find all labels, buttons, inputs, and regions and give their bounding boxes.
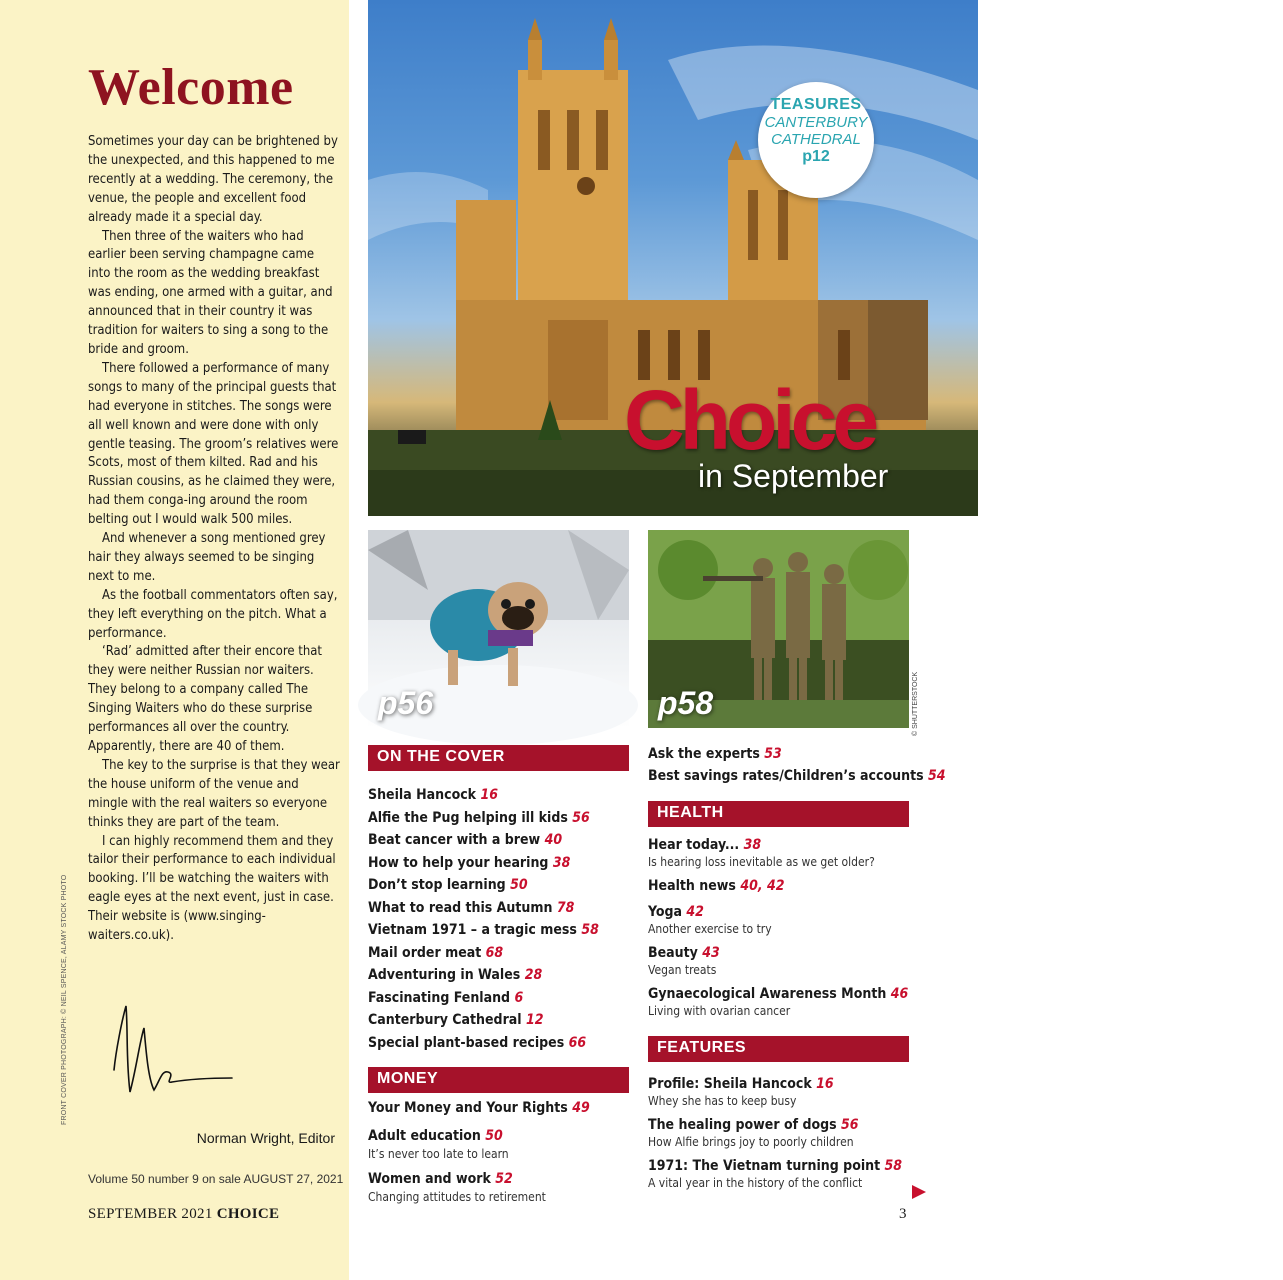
toc-page-ref: 16 <box>480 787 498 803</box>
letter-paragraph: Then three of the waiters who had earlier been serving champagne came into the room as the wedding breakfast was ending, one armed with a guitar, and announced that in their country it was tradition for waiters to sing a song to the bride and groom. <box>88 228 333 357</box>
money-list <box>368 1097 638 1211</box>
toc-item[interactable] <box>368 1097 638 1119</box>
section-money: MONEY <box>368 1067 629 1093</box>
page-number: 3 <box>899 1206 907 1222</box>
volume-info: Volume 50 number 9 on sale AUGUST 27, 2021 <box>88 1172 344 1186</box>
toc-title: Canterbury Cathedral <box>368 1012 522 1028</box>
toc-page-ref: 58 <box>884 1158 903 1174</box>
letter-paragraph: Sometimes your day can be brightened by the unexpected, and this happened to me recently at a wedding. The ceremony, the venue, the people and excellent food already made it a special day. <box>88 134 338 225</box>
footer-month: SEPTEMBER 2021 <box>88 1206 213 1222</box>
toc-item[interactable] <box>368 987 638 1010</box>
teaser-roundel[interactable] <box>758 82 874 198</box>
toc-item[interactable] <box>648 835 928 855</box>
section-features: FEATURES <box>648 1036 909 1062</box>
toc-title: Yoga <box>648 904 683 920</box>
toc-title: Sheila Hancock <box>368 787 477 803</box>
toc-item[interactable] <box>368 829 638 852</box>
toc-page-ref: 56 <box>841 1117 859 1133</box>
toc-item[interactable] <box>648 876 928 896</box>
teaser-line: CATHEDRAL <box>771 131 861 148</box>
hero-photo-credit: © I I I PBR • <box>1276 62 1283 100</box>
cover-photo-credit: FRONT COVER PHOTOGRAPH: © NEIL SPENCE, ALAMY STOCK PHOTO <box>61 874 68 1125</box>
toc-subtitle: Living with ovarian cancer <box>648 1004 791 1018</box>
choice-subtitle: in September <box>698 458 889 494</box>
toc-title: Fascinating Fenland <box>368 989 511 1006</box>
toc-item[interactable] <box>368 1125 638 1147</box>
toc-subtitle: A vital year in the history of the conflict <box>648 1176 863 1190</box>
choice-logo: Choice <box>624 373 875 467</box>
footer-brand: CHOICE <box>216 1206 280 1222</box>
toc-title: Hear today... <box>648 837 740 853</box>
toc-item[interactable] <box>648 984 928 1004</box>
toc-page-ref: 6 <box>514 989 524 1006</box>
toc-item[interactable] <box>648 902 928 922</box>
toc-title: Women and work <box>368 1171 491 1187</box>
toc-item[interactable] <box>368 1009 638 1032</box>
letter-paragraph: ‘Rad’ admitted after their encore that they were neither Russian nor waiters. They belong to a company called The Singing Waiters who do these surprise performances all over the country. Apparently, there are 40 of them. <box>88 644 323 754</box>
teaser-page: p12 <box>802 148 830 165</box>
vietnam-memorial-photo[interactable] <box>648 530 909 728</box>
pug-page-badge: p56 <box>378 685 434 721</box>
toc-title: How to help your hearing <box>368 854 549 871</box>
toc-title: Beauty <box>648 945 698 961</box>
toc-subtitle: Another exercise to try <box>648 922 772 936</box>
letter-paragraph: The key to the surprise is that they wear the house uniform of the venue and mingle with the real waiters so everyone thinks they are part of the team. <box>88 757 340 830</box>
toc-page-ref: 78 <box>556 899 575 916</box>
toc-title: The healing power of dogs <box>648 1117 837 1133</box>
toc-item[interactable] <box>368 1168 638 1190</box>
toc-subtitle: How Alfie brings joy to poorly children <box>648 1135 854 1149</box>
editor-signature <box>104 1000 234 1105</box>
toc-page-ref: 66 <box>568 1034 587 1051</box>
toc-title: Health news <box>648 878 736 894</box>
toc-item[interactable] <box>648 743 928 765</box>
toc-title: What to read this Autumn <box>368 899 553 916</box>
teaser-heading: TEASURES <box>770 96 862 113</box>
toc-page-ref: 38 <box>743 837 762 853</box>
toc-title: Mail order meat <box>368 944 482 961</box>
toc-page-ref: 53 <box>764 746 782 762</box>
toc-title: Your Money and Your Rights <box>368 1100 568 1116</box>
toc-title: Best savings rates/Children’s accounts <box>648 768 924 784</box>
toc-title: Alfie the Pug helping ill kids <box>368 809 568 826</box>
toc-title: Beat cancer with a brew <box>368 832 541 848</box>
toc-page-ref: 54 <box>928 768 946 784</box>
toc-page-ref: 43 <box>702 945 720 961</box>
next-page-arrow-icon[interactable] <box>912 1185 926 1199</box>
toc-page-ref: 52 <box>495 1171 513 1187</box>
toc-subtitle: Whey she has to keep busy <box>648 1094 797 1108</box>
toc-page-ref: 50 <box>510 877 528 893</box>
toc-title: Vietnam 1971 – a tragic mess <box>368 922 577 938</box>
toc-item[interactable] <box>368 874 638 897</box>
vietnam-page-badge: p58 <box>658 685 714 721</box>
section-health: HEALTH <box>648 801 909 827</box>
toc-item[interactable] <box>648 1156 928 1176</box>
cover-list <box>368 784 638 1054</box>
toc-subtitle: Changing attitudes to retirement <box>368 1190 546 1204</box>
toc-page-ref: 46 <box>890 986 909 1002</box>
toc-page-ref: 42 <box>686 904 704 920</box>
toc-item[interactable] <box>368 919 638 942</box>
letter-paragraph: There followed a performance of many songs to many of the principal guests that had everyone in stitches. The songs were all well known and were done with only gentle teasing. The groom’s relatives were Scots, most of them kilted. Rad and his Russian cousins, as he claimed they were, had them conga-ing around the room belting out I would walk 500 miles. <box>88 360 339 528</box>
toc-title: Ask the experts <box>648 746 760 762</box>
toc-page-ref: 56 <box>572 809 590 826</box>
editor-signoff: Norman Wright, Editor <box>196 1130 335 1146</box>
toc-page-ref: 68 <box>485 944 504 961</box>
toc-page-ref: 40, 42 <box>740 878 785 894</box>
toc-item[interactable] <box>368 807 638 830</box>
toc-item[interactable] <box>648 1115 928 1135</box>
welcome-title: Welcome <box>88 59 294 116</box>
health-list <box>648 835 928 1025</box>
toc-title: 1971: The Vietnam turning point <box>648 1158 881 1174</box>
vietnam-photo-credit: © SHUTTERSTOCK <box>912 671 919 736</box>
toc-page-ref: 28 <box>524 967 543 983</box>
toc-title: Don’t stop learning <box>368 877 506 893</box>
toc-page-ref: 38 <box>552 854 571 871</box>
toc-item[interactable] <box>368 784 638 807</box>
toc-subtitle: Is hearing loss inevitable as we get older? <box>648 855 875 869</box>
teaser-line: CANTERBURY <box>764 114 868 131</box>
toc-page-ref: 40 <box>544 832 563 848</box>
toc-title: Special plant-based recipes <box>368 1034 565 1051</box>
toc-item[interactable] <box>368 897 638 920</box>
letter-paragraph: And whenever a song mentioned grey hair they always seemed to be singing next to me. <box>88 531 326 584</box>
right-top-list <box>648 743 946 787</box>
toc-page-ref: 49 <box>572 1100 590 1116</box>
toc-title: Profile: Sheila Hancock <box>648 1076 812 1092</box>
toc-item[interactable] <box>368 852 638 875</box>
toc-page-ref: 50 <box>485 1128 503 1144</box>
toc-item[interactable] <box>648 765 946 787</box>
toc-subtitle: Vegan treats <box>648 963 717 977</box>
welcome-column <box>0 0 349 1280</box>
features-list <box>648 1074 928 1197</box>
toc-item[interactable] <box>368 964 638 987</box>
editor-letter <box>88 133 340 946</box>
toc-subtitle: It’s never too late to learn <box>368 1147 509 1161</box>
toc-title: Gynaecological Awareness Month <box>648 986 887 1002</box>
toc-title: Adult education <box>368 1128 481 1144</box>
toc-item[interactable] <box>368 1032 638 1055</box>
footer-folio <box>88 1206 279 1223</box>
toc-item[interactable] <box>648 1074 928 1094</box>
letter-paragraph: I can highly recommend them and they tailor their performance to each individual booking. I’ll be watching the waiters with eagle eyes at the next event, just in case. Their website is (www.singing-waiters.co.uk). <box>88 833 336 944</box>
toc-item[interactable] <box>648 943 928 963</box>
letter-paragraph: As the football commentators often say, they left everything on the pitch. What a performance. <box>88 587 338 641</box>
section-on-the-cover: ON THE COVER <box>368 745 629 771</box>
toc-title: Adventuring in Wales <box>368 967 521 983</box>
pug-photo[interactable] <box>368 530 629 728</box>
toc-page-ref: 58 <box>581 922 599 938</box>
toc-page-ref: 12 <box>526 1012 544 1028</box>
toc-page-ref: 16 <box>816 1076 834 1092</box>
toc-item[interactable] <box>368 942 638 965</box>
